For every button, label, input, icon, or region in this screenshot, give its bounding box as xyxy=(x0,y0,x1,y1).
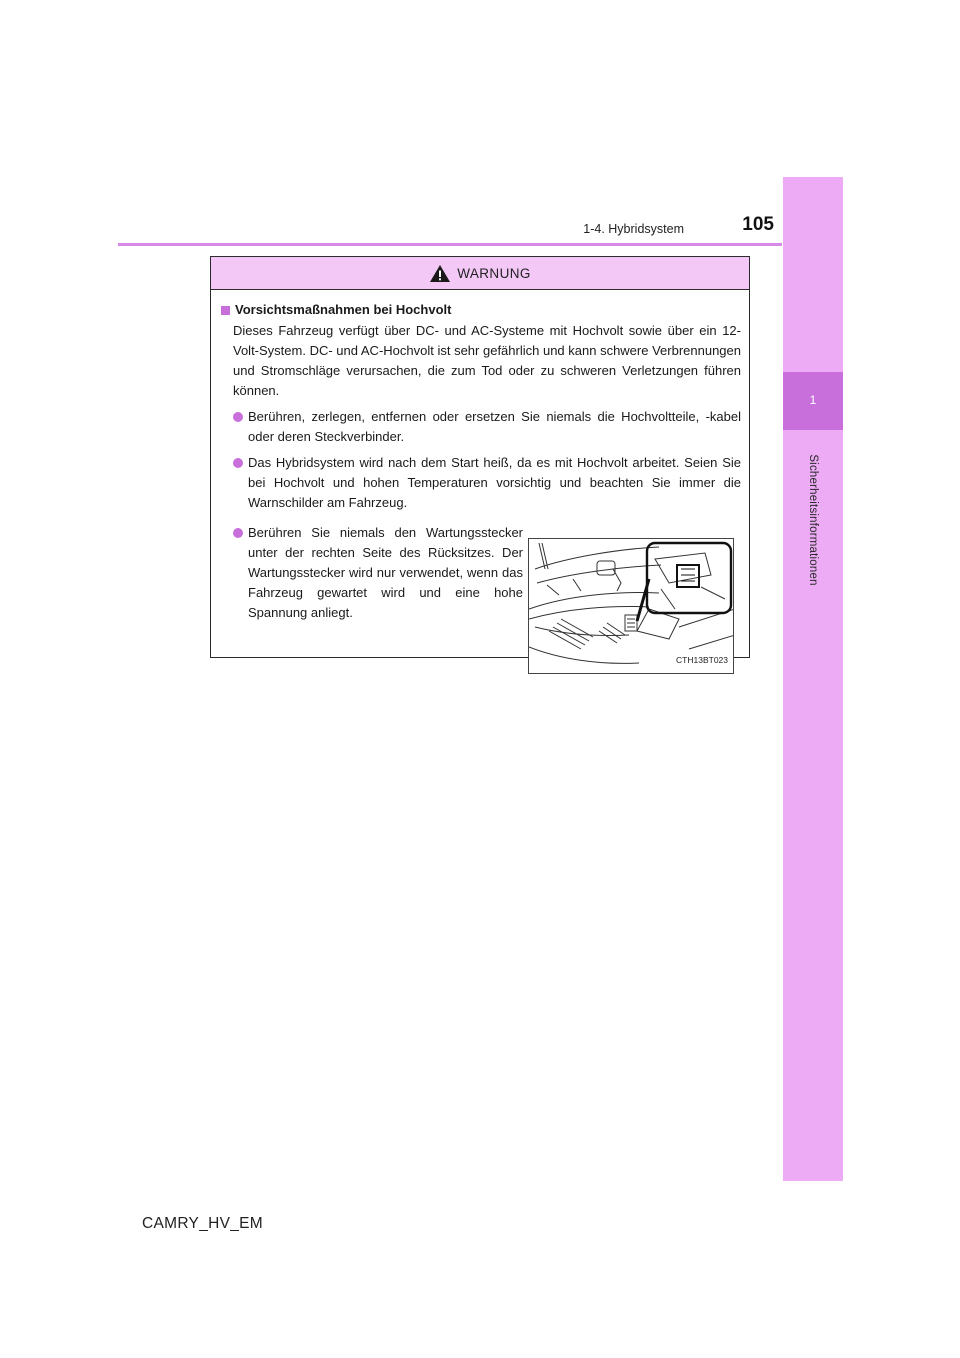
bullet-text: Berühren, zerlegen, entfernen oder ersetzen Sie niemals die Hochvoltteile, -kabel oder deren Steckverbinder. xyxy=(248,409,741,444)
warning-body xyxy=(211,290,749,665)
bullet-text: Das Hybridsystem wird nach dem Start heiß, da es mit Hochvolt arbeitet. Seien Sie bei Hochvolt und hohen Temperaturen vorsichtig und beachten Sie immer die Warnschilder am Fahrzeug. xyxy=(248,455,741,510)
warning-label: WARNUNG xyxy=(457,265,531,281)
warning-header xyxy=(211,257,749,290)
list-item xyxy=(233,453,741,513)
figure-code: CTH13BT023 xyxy=(676,655,728,665)
round-bullet-icon xyxy=(233,412,243,422)
round-bullet-icon xyxy=(233,528,243,538)
round-bullet-icon xyxy=(233,458,243,468)
header-rule xyxy=(118,243,782,246)
chapter-side-tab xyxy=(783,177,843,1181)
chapter-number: 1 xyxy=(809,393,817,407)
warning-intro: Dieses Fahrzeug verfügt über DC- und AC-Systeme mit Hochvolt sowie über ein 12-Volt-System. DC- und AC-Hochvolt ist sehr gefährlich und kann schwere Verbrennungen und Stromschläge verursachen, die zum Tod oder zu schweren Verletzungen führen können. xyxy=(233,323,741,398)
bullet-text: Berühren Sie niemals den Wartungsstecker unter der rechten Seite des Rücksitzes. Der Wartungsstecker wird nur verwendet, wenn das Fahrzeug gewartet wird und eine hohe Spannung anliegt. xyxy=(248,525,523,620)
footer-model-code: CAMRY_HV_EM xyxy=(142,1215,264,1232)
warning-triangle-icon xyxy=(429,264,451,283)
service-plug-illustration xyxy=(528,538,734,674)
chapter-name: Sicherheitsinformationen xyxy=(807,454,819,586)
list-item xyxy=(233,523,523,623)
list-item xyxy=(233,407,741,447)
square-bullet-icon xyxy=(221,306,230,315)
warning-headline-row xyxy=(219,300,741,320)
page-number: 105 xyxy=(742,214,774,235)
warning-box xyxy=(210,256,750,665)
warning-headline: Vorsichtsmaßnahmen bei Hochvolt xyxy=(235,302,452,317)
section-title: 1-4. Hybridsystem xyxy=(583,222,684,236)
